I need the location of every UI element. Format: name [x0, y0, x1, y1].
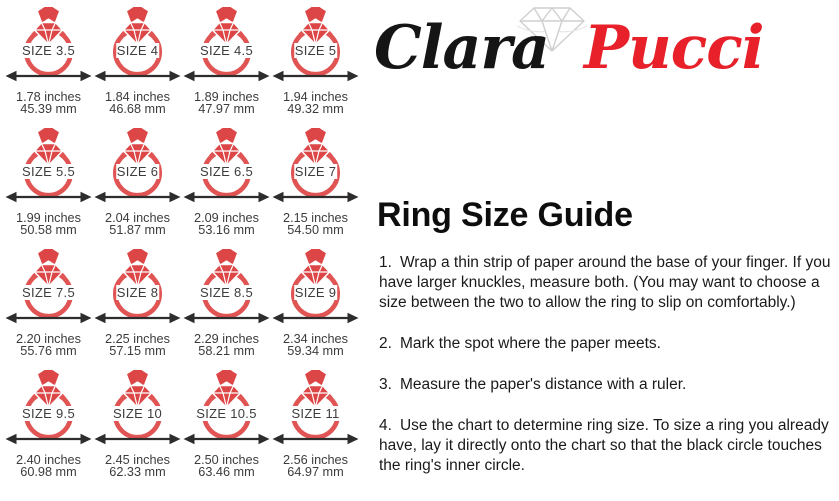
- ring-size-label: SIZE 5.5: [22, 164, 75, 179]
- ring-measurements: [93, 334, 182, 358]
- ring-size-label: SIZE 5: [294, 43, 337, 58]
- ring-size-cell: [271, 369, 360, 490]
- instruction-step: [379, 375, 837, 395]
- ring-diameter-mm: 47.97 mm: [198, 101, 255, 116]
- ring-diameter-mm: 46.68 mm: [109, 101, 166, 116]
- ring-measurements: [4, 334, 93, 358]
- ring-diameter-mm: 53.16 mm: [198, 222, 255, 237]
- ring-size-label: SIZE 7: [294, 164, 337, 179]
- ring-diameter-mm: 63.46 mm: [198, 464, 255, 479]
- ring-diameter-mm: 55.76 mm: [20, 343, 77, 358]
- ring-diameter-mm: 62.33 mm: [109, 464, 166, 479]
- ring-diameter-inches: 1.99 inches: [16, 211, 81, 225]
- brand-name-second: Pucci: [584, 13, 764, 83]
- ring-diameter-inches: 1.89 inches: [194, 90, 259, 104]
- ring-diameter-inches: 2.25 inches: [105, 332, 170, 346]
- ring-measurements: [93, 455, 182, 479]
- ring-diameter-inches: 2.09 inches: [194, 211, 259, 225]
- instructions: [379, 253, 837, 497]
- instruction-step: [379, 253, 837, 313]
- ring-size-label: SIZE 10.5: [196, 406, 257, 421]
- page-title: Ring Size Guide: [377, 196, 633, 234]
- step-number: 4.: [379, 417, 392, 434]
- ring-diameter-inches: 2.56 inches: [283, 453, 348, 467]
- ring-measurements: [182, 213, 271, 237]
- ring-size-label: SIZE 6: [116, 164, 159, 179]
- ring-diameter-inches: 2.15 inches: [283, 211, 348, 225]
- ring-size-label: SIZE 4.5: [200, 43, 253, 58]
- ring-size-label: SIZE 6.5: [200, 164, 253, 179]
- ring-size-cell: [182, 369, 271, 490]
- ring-size-cell: [271, 127, 360, 248]
- ring-measurements: [182, 334, 271, 358]
- ring-size-label: SIZE 3.5: [22, 43, 75, 58]
- ring-size-label: SIZE 9.5: [22, 406, 75, 421]
- ring-size-cell: [271, 6, 360, 127]
- step-number: 2.: [379, 335, 392, 352]
- ring-size-cell: [4, 369, 93, 490]
- ring-measurements: [271, 334, 360, 358]
- ring-size-cell: [182, 127, 271, 248]
- ring-size-cell: [4, 127, 93, 248]
- step-text: Measure the paper's distance with a ruler.: [399, 376, 687, 393]
- ring-diameter-inches: 2.04 inches: [105, 211, 170, 225]
- ring-size-label: SIZE 4: [116, 43, 159, 58]
- ring-diameter-mm: 51.87 mm: [109, 222, 166, 237]
- step-number: 1.: [379, 254, 392, 271]
- ring-size-cell: [4, 6, 93, 127]
- instruction-step: [379, 334, 837, 354]
- ring-size-cell: [93, 6, 182, 127]
- ring-diameter-mm: 54.50 mm: [287, 222, 344, 237]
- ring-diameter-inches: 2.50 inches: [194, 453, 259, 467]
- ring-size-label: SIZE 7.5: [22, 285, 75, 300]
- ring-diameter-mm: 60.98 mm: [20, 464, 77, 479]
- ring-diameter-inches: 1.94 inches: [283, 90, 348, 104]
- brand-logo: [372, 4, 812, 96]
- step-number: 3.: [379, 376, 392, 393]
- ring-measurements: [93, 92, 182, 116]
- ring-size-cell: [93, 127, 182, 248]
- ring-diameter-mm: 59.34 mm: [287, 343, 344, 358]
- ring-measurements: [271, 455, 360, 479]
- ring-size-cell: [93, 369, 182, 490]
- ring-size-cell: [182, 6, 271, 127]
- ring-diameter-inches: 1.84 inches: [105, 90, 170, 104]
- instruction-step: [379, 416, 837, 476]
- ring-size-cell: [93, 248, 182, 369]
- ring-size-chart: [4, 6, 364, 490]
- ring-diameter-mm: 45.39 mm: [20, 101, 77, 116]
- ring-diameter-inches: 2.29 inches: [194, 332, 259, 346]
- ring-size-cell: [4, 248, 93, 369]
- brand-name-first: Clara: [374, 13, 549, 83]
- ring-diameter-mm: 49.32 mm: [287, 101, 344, 116]
- ring-measurements: [4, 213, 93, 237]
- ring-measurements: [4, 92, 93, 116]
- ring-diameter-inches: 2.20 inches: [16, 332, 81, 346]
- ring-size-label: SIZE 8.5: [200, 285, 253, 300]
- ring-measurements: [4, 455, 93, 479]
- ring-diameter-mm: 58.21 mm: [198, 343, 255, 358]
- ring-size-label: SIZE 11: [291, 406, 340, 421]
- ring-measurements: [182, 92, 271, 116]
- ring-size-label: SIZE 9: [294, 285, 337, 300]
- ring-diameter-mm: 64.97 mm: [287, 464, 344, 479]
- ring-diameter-inches: 2.40 inches: [16, 453, 81, 467]
- ring-measurements: [271, 213, 360, 237]
- ring-diameter-inches: 2.34 inches: [283, 332, 348, 346]
- step-text: Mark the spot where the paper meets.: [399, 335, 661, 352]
- ring-diameter-inches: 1.78 inches: [16, 90, 81, 104]
- ring-diameter-inches: 2.45 inches: [105, 453, 170, 467]
- ring-measurements: [93, 213, 182, 237]
- ring-size-label: SIZE 8: [116, 285, 159, 300]
- ring-size-cell: [271, 248, 360, 369]
- ring-diameter-mm: 50.58 mm: [20, 222, 77, 237]
- step-text: Wrap a thin strip of paper around the base of your finger. If you have larger knuckles, measure both. (You may want to choose a size between the two to allow the ring to slip on comfortably.): [379, 254, 831, 311]
- ring-measurements: [182, 455, 271, 479]
- step-text: Use the chart to determine ring size. To size a ring you already have, lay it directly onto the chart so that the black circle touches the ring's inner circle.: [379, 417, 829, 474]
- ring-diameter-mm: 57.15 mm: [109, 343, 166, 358]
- ring-measurements: [271, 92, 360, 116]
- ring-size-cell: [182, 248, 271, 369]
- ring-size-label: SIZE 10: [112, 406, 163, 421]
